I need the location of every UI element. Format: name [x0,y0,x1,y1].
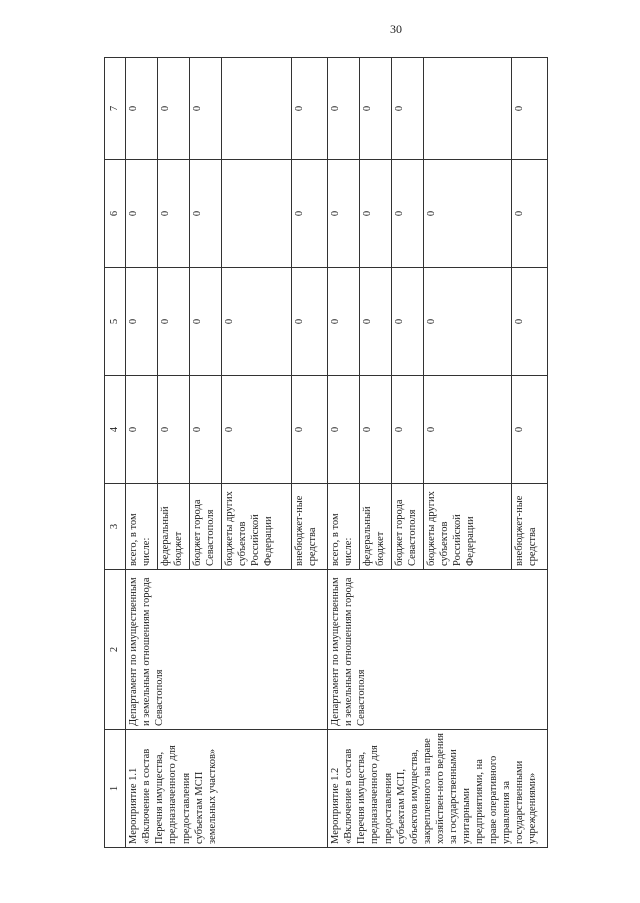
header-cell: 5 [105,268,126,376]
table-frame [104,58,640,848]
event-cell: Мероприятие 1.1 «Включение в состав Перечня имущества, предназначенного для предоставления субъектам МСП земельных участков» [126,730,328,848]
page-number: 30 [390,22,402,36]
value-cell: 0 [424,268,512,376]
value-cell: 0 [392,376,424,484]
value-cell: 0 [126,58,158,160]
header-cell: 6 [105,160,126,268]
table-row [126,58,158,848]
value-cell: 0 [292,58,328,160]
executor-cell: Департамент по имущественным и земельным отношениям города Севастополя [126,570,328,730]
value-cell: 0 [222,376,292,484]
value-cell: 0 [512,268,548,376]
value-cell: 0 [190,160,222,268]
header-cell: 2 [105,570,126,730]
value-cell: 0 [328,58,360,160]
value-cell: 0 [512,160,548,268]
value-cell: 0 [158,268,190,376]
source-cell: бюджеты других субъектов Российской Федерации [424,484,512,570]
source-cell: внебюджет-ные средства [512,484,548,570]
value-cell: 0 [424,160,512,268]
source-cell: федеральный бюджет [360,484,392,570]
header-cell: 4 [105,376,126,484]
source-cell: внебюджет-ные средства [292,484,328,570]
value-cell: 0 [222,268,292,376]
value-cell: 0 [190,376,222,484]
value-cell: 0 [392,58,424,160]
value-cell: 0 [512,58,548,160]
source-cell: федеральный бюджет [158,484,190,570]
value-cell: 0 [158,376,190,484]
value-cell: 0 [512,376,548,484]
rotated-table-wrapper [104,58,640,848]
table-row [328,58,360,848]
value-cell: 0 [292,376,328,484]
value-cell: 0 [392,268,424,376]
value-cell: 0 [360,160,392,268]
value-cell: 0 [328,268,360,376]
value-cell: 0 [392,160,424,268]
source-cell: бюджет города Севастополя [392,484,424,570]
value-cell: 0 [126,268,158,376]
value-cell: 0 [292,160,328,268]
value-cell: 0 [328,376,360,484]
value-cell: 0 [328,160,360,268]
value-cell: 0 [126,160,158,268]
value-cell [222,160,292,268]
header-row [105,58,126,848]
value-cell: 0 [126,376,158,484]
executor-cell: Департамент по имущественным и земельным отношениям города Севастополя [328,570,548,730]
source-cell: всего, в том числе: [328,484,360,570]
source-cell: всего, в том числе: [126,484,158,570]
event-cell: Мероприятие 1.2 «Включение в состав Перечня имущества, предназначенного для предоставления субъектам МСП, объектов имущества, закрепленного на праве хозяйствен-ного ведения за государственными унитарными предприятиями, на праве оперативного управления за государственными учреждениями» [328,730,548,848]
value-cell: 0 [424,376,512,484]
source-cell: бюджеты других субъектов Российской Федерации [222,484,292,570]
value-cell: 0 [158,58,190,160]
financing-table [104,57,548,848]
value-cell: 0 [190,268,222,376]
header-cell: 3 [105,484,126,570]
header-cell: 7 [105,58,126,160]
value-cell: 0 [360,58,392,160]
value-cell: 0 [360,376,392,484]
value-cell [424,58,512,160]
value-cell: 0 [158,160,190,268]
value-cell [222,58,292,160]
value-cell: 0 [292,268,328,376]
value-cell: 0 [360,268,392,376]
value-cell: 0 [190,58,222,160]
header-cell: 1 [105,730,126,848]
source-cell: бюджет города Севастополя [190,484,222,570]
